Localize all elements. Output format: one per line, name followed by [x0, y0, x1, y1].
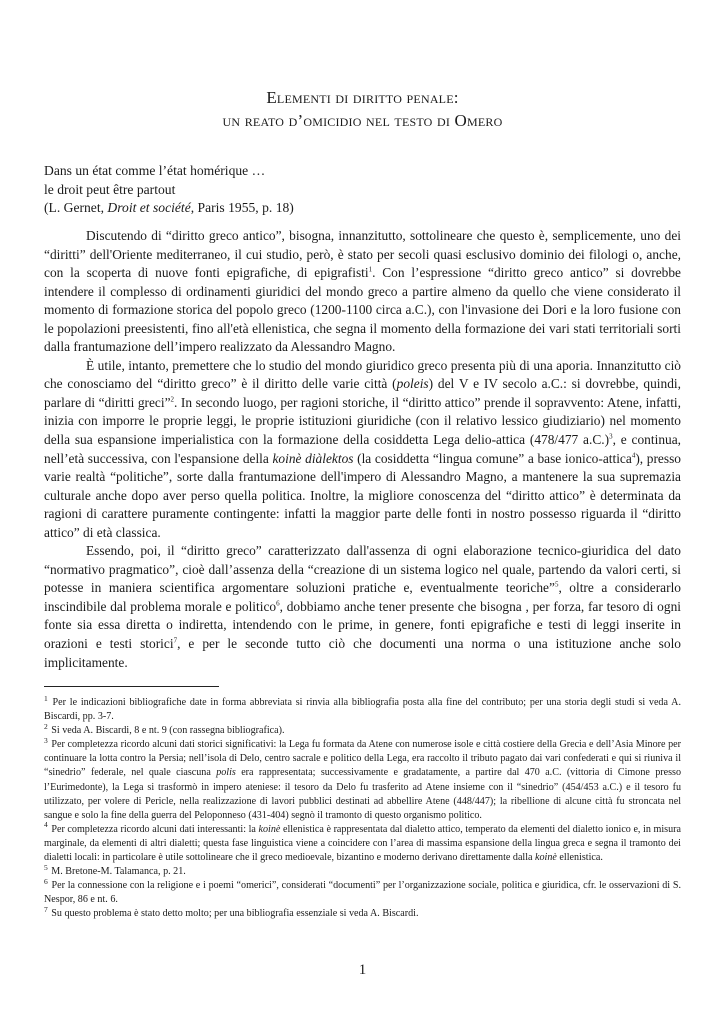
- footnote-5: $^5$ M. Bretone-M. Talamanca, p. 21.: [44, 862, 186, 878]
- title-line-1: Elementi di diritto penale:: [266, 88, 459, 107]
- footnote-ref-1[interactable]: 1: [368, 265, 373, 274]
- footnote-7: $^7$ Su questo problema è stato detto molto; per una bibliografia essenziale si veda A. Biscardi.: [44, 905, 419, 920]
- footnote-1: $^1$ Per le indicazioni bibliografiche date in forma abbreviata si rinvia alla bibliografia posta alla fine del contributo; per una storia degli studi si veda A. Biscardi, pp. 3-7.: [44, 693, 681, 723]
- document-page: [44, 0, 681, 1024]
- footnote-ref-7[interactable]: 7: [173, 636, 178, 645]
- footnote-3: $^3$ Per completezza ricordo alcuni dati storici significativi: la Lega fu formata da Atene con numerose isole e città costiere della Grecia e dell’Asia Minore per continuare la lotta contro la Persia; nell’isola di Delo, centro sacrale e politico della Lega, era raccolto il tributo pagato dai vari confederati e qui si riuniva il “sinedrio” federale, nel quale ciascuna polis era rappresentata; successivamente e gradatamente, a partire dal 470 a.C. (vittoria di Cimone presso l’Eurimedonte), la Lega si trasformò in impero ateniese: il tesoro da Delo fu trasferito ad Atene insieme con il “sinedrio” (454/453 a.C.) e il tesoro fu utilizzato, per volere di Pericle, nella realizzazione di lavori pubblici destinati ad abbellire Atene (448/447); la ribellione di alcune città fu stroncata nel sangue e solo la fine della guerra del Peloponneso (431-404) segnò il tramonto di questo organismo politico.: [44, 735, 681, 821]
- body-text: [44, 227, 681, 672]
- paragraph-1: Discutendo di “diritto greco antico”, bisogna, innanzitutto, sottolineare che questo è, semplicemente, uno dei “diritti” dell'Oriente mediterraneo, il cui studio, però, è stato per secoli quasi esclusivo dominio dei filologi o, anche, con la scoperta di nuove fonti epigrafiche, di epigrafisti$^1$. Con l’espressione “diritto greco antico” si dovrebbe intendere il complesso di ordinamenti giuridici del mondo greco a partire almeno da quello che viene considerato il momento di formazione storica del popolo greco (1200-1100 circa a.C.), con l'invasione dei Dori e la loro fusione con le popolazioni preesistenti, fino all'età ellenistica, che segna il momento della formazione dei vari stati territoriali sorti dalla frantumazione dell’impero realizzato da Alessandro Magno.: [44, 228, 681, 355]
- epigraph: [44, 162, 681, 218]
- epigraph-line-2: le droit peut être partout: [44, 181, 176, 197]
- footnotes: [44, 693, 681, 922]
- title-line-2: un reato d’omicidio nel testo di Omero: [222, 111, 503, 130]
- footnote-6: $^6$ Per la connessione con la religione e i poemi “omerici”, considerati “documenti” per l’organizzazione sociale, politica e giuridica, cfr. le osservazioni di S. Nespor, 86 e nt. 6.: [44, 876, 681, 906]
- page-number: 1: [358, 962, 367, 978]
- footnote-ref-2[interactable]: 2: [170, 395, 175, 404]
- footnote-ref-3[interactable]: 3: [609, 432, 613, 441]
- footnote-ref-4[interactable]: 4: [631, 451, 636, 460]
- paragraph-3: Essendo, poi, il “diritto greco” caratterizzato dall'assenza di ogni elaborazione tecnico-giuridica del dato “normativo pragmatico”, cioè dall’assenza della “creazione di un sistema logico nel quale, partendo da valori certi, si potesse in maniera scientifica argomentare soluzioni pratiche e, eventualmente teoriche”$^5$, oltre a considerarlo inscindibile dal problema morale e politico$^6$, dobbiamo anche tener presente che bisogna , per forza, far tesoro di ogni fonte sia essa diretta o indiretta, intendendo con le prime, in genere, fonti epigrafiche e testi di leggi inserite in orazioni e testi storici$^7$, e per le seconde tutto ciò che documenti una norma o una istituzione anche solo implicitamente.: [44, 543, 681, 670]
- article-title: [44, 86, 681, 132]
- epigraph-line-1: Dans un état comme l’état homérique …: [44, 163, 266, 178]
- footnote-2: $^2$ Si veda A. Biscardi, 8 e nt. 9 (con rassegna bibliografica).: [44, 721, 285, 737]
- epigraph-source: (L. Gernet, Droit et société, Paris 1955, p. 18): [44, 200, 294, 215]
- footnote-ref-5[interactable]: 5: [554, 580, 559, 589]
- footnote-ref-6[interactable]: 6: [276, 599, 280, 608]
- epigraph-source-work: Droit et société: [107, 200, 191, 215]
- footnote-4: $^4$ Per completezza ricordo alcuni dati interessanti: la koinè ellenistica è rappresentata dal dialetto attico, temperato da elementi del dialetto ionico e, in misura marginale, da elementi di altri dialetti; questa fase linguistica viene a coincidere con l’area di massima espansione della lingua greca e segna il tramonto dei dialetti locali: in particolare è utile sottolineare che il greco medioevale, bizantino e moderno derivano direttamente dalla koinè ellenistica.: [44, 820, 681, 864]
- paragraph-2: È utile, intanto, premettere che lo studio del mondo giuridico greco presenta più di una aporia. Innanzitutto ciò che conosciamo del “diritto greco” è il diritto delle varie città (poleis) del V e IV secolo a.C.: si dovrebbe, quindi, parlare di “diritti greci”$^2$. In secondo luogo, per ragioni storiche, il “diritto attico” prende il sopravvento: Atene, infatti, inizia con imporre le proprie leggi, le proprie istituzioni giuridiche (con il relativo lessico giudiziario) nel momento della sua espansione imperialistica con la formazione della cosiddetta Lega delio-attica (478/477 a.C.)$^3$, e continua, nell’età successiva, con l'espansione della koinè diàlektos (la cosiddetta “lingua comune” a base ionico-attica$^4$), presso varie realtà “politiche”, sorte dalla frantumazione dell'impero di Alessandro Magno, a mantenere la sua supremazia culturale anche dopo aver perso quella politica. Inoltre, la migliore conoscenza del “diritto attico” è determinata da ragioni di carattere puramente contingente: infatti la maggior parte delle fonti in nostro possesso riguarda il “diritto attico” di età classica.: [44, 357, 681, 540]
- footnote-separator: [44, 686, 219, 687]
